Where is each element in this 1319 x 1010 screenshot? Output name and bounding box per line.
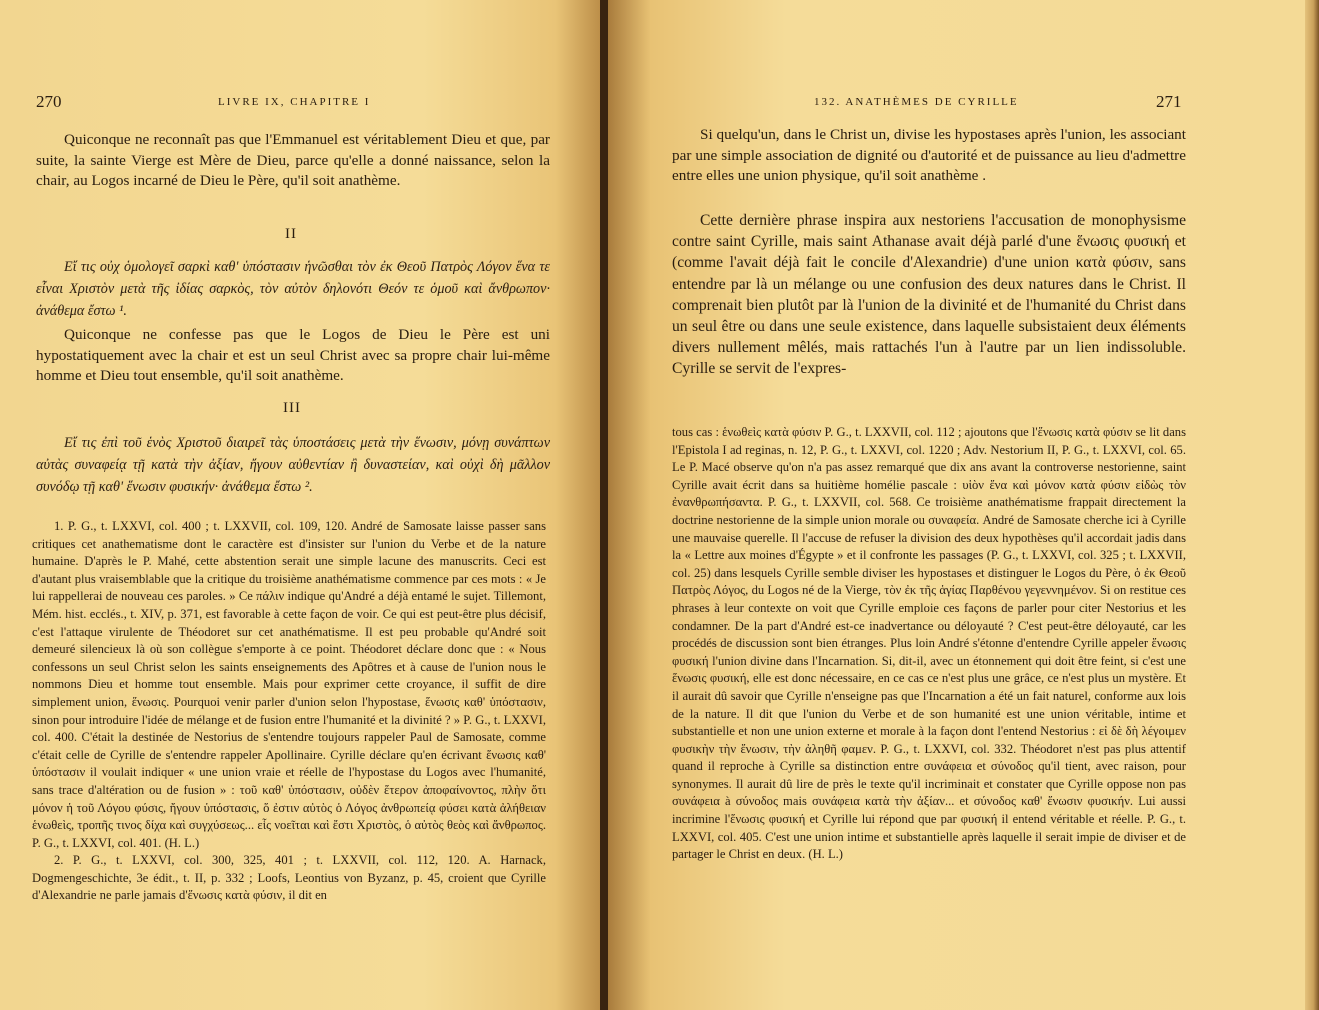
page-edge (1305, 0, 1319, 1010)
anathema-3-translation: Si quelqu'un, dans le Christ un, divise les hypostases après l'union, les associant par une simple association de dignité ou d'autorité et de puissance au lieu d'admettre entre elles une union physique, qu'il soit anathème . (672, 126, 1186, 185)
page-number: 270 (36, 92, 62, 111)
anathema-2-greek: Εἴ τις οὐχ ὁμολογεῖ σαρκὶ καθ' ὑπόστασιν ἡνῶσθαι τὸν ἐκ Θεοῦ Πατρὸς Λόγον ἕνα τε εἶναι Χριστὸν μετὰ τῆς ἰδίας σαρκὸς, τὸν αὐτὸν δηλονότι Θεόν τε ὁμοῦ καὶ ἄνθρωπον· ἀνάθεμα ἔστω ¹. (36, 259, 550, 319)
section-heading-iii: III (283, 400, 301, 416)
right-page (608, 0, 1319, 1010)
anathema-1-translation: Quiconque ne reconnaît pas que l'Emmanuel est véritablement Dieu et que, par suite, la sainte Vierge est Mère de Dieu, parce qu'elle a donné naissance, selon la chair, au Logos incarné de Dieu le Père, qu'il soit anathème. (36, 131, 550, 190)
page-number: 271 (1156, 92, 1182, 111)
commentary-paragraph: Cette dernière phrase inspira aux nestoriens l'accusation de monophysisme contre saint Cyrille, mais saint Athanase avait déjà parlé d'une ἕνωσις φυσική et (comme l'avait déjà fait le concile d'Alexandrie) d'une union κατὰ φύσιν, sans entendre par là un mélange ou une confusion des deux natures dans le Christ. Il comprenait bien plutôt par là l'union de la divinité et de l'humanité du Christ dans un seul être ou dans une seule existence, dans laquelle subsistaient deux éléments divers nullement mêlés, mais rattachés l'un à l'autre par un lien indissoluble. Cyrille se servit de l'expres- (672, 212, 1186, 378)
anathema-3-greek: Εἴ τις ἐπὶ τοῦ ἑνὸς Χριστοῦ διαιρεῖ τὰς ὑποστάσεις μετὰ τὴν ἕνωσιν, μόνῃ συνάπτων αὐτὰς συναφείᾳ τῇ κατὰ τὴν ἀξίαν, ἤγουν αὐθεντίαν ἢ δυναστείαν, καὶ οὐχὶ δὴ μᾶλλον συνόδῳ τῇ καθ' ἕνωσιν φυσικήν· ἀνάθεμα ἔστω ². (36, 435, 550, 495)
section-heading-ii: II (285, 226, 297, 242)
running-head: 132. ANATHÈMES DE CYRILLE (814, 96, 1019, 108)
footnotes (32, 518, 546, 905)
left-page (0, 0, 604, 1010)
footnote-2: 2. P. G., t. LXXVI, col. 300, 325, 401 ; t. LXXVII, col. 112, 120. A. Harnack, Dogmengeschichte, 3e édit., t. II, p. 332 ; Loofs, Leontius von Byzanz, p. 45, croient que Cyrille d'Alexandrie ne parle jamais d'ἕνωσις κατὰ φύσιν, il dit en (32, 853, 546, 903)
running-head: LIVRE IX, CHAPITRE I (218, 96, 371, 108)
footnote-continuation: tous cas : ἑνωθεὶς κατὰ φύσιν P. G., t. LXXVII, col. 112 ; ajoutons que l'ἕνωσις κατὰ φύσιν se lit dans l'Epistola I ad reginas, n. 12, P. G., t. LXXVI, col. 1220 ; Adv. Nestorium II, P. G., t. LXXVI, col. 65. Le P. Macé observe qu'on n'a pas assez remarqué que dix ans avant la controverse nestorienne, saint Cyrille avait écrit dans sa huitième homélie pascale : υἱὸν ἕνα καὶ μόνον κατὰ φύσιν εἰδὼς τὸν ἐνανθρωπήσαντα. P. G., t. LXXVII, col. 568. Ce troisième anathématisme frappait directement la doctrine nestorienne de la simple union morale ou συναφεία. André de Samosate cherche ici à Cyrille une mauvaise querelle. Il l'accuse de refuser la division des deux hypothèses qu'il accordait jadis dans la « Lettre aux moines d'Égypte » et il confronte les passages (P. G., t. LXXVI, col. 325 ; t. LXXVII, col. 25) dans lesquels Cyrille semble diviser les hypostases et distinguer le Logos du Père, ὁ ἐκ Θεοῦ Πατρὸς Λόγος, du Logos né de la Vierge, τὸν ἐκ τῆς ἁγίας Παρθένου γεγεννημένον. Si on restitue ces phrases à leur contexte on voit que Cyrille emploie ces façons de parler pour citer Nestorius et les condamner. De la part d'André est-ce inadvertance ou déloyauté ? C'est peut-être déloyauté, car les procédés de discussion sont bien étranges. Plus loin André s'étonne d'entendre Cyrille appeler ἕνωσις φυσική l'union divine dans l'Incarnation. Si, dit-il, avec un étonnement qui doit être feint, si c'est une ἕνωσις φυσική, elle est donc nécessaire, en ce cas ce n'est plus une grâce, ce n'est plus un mystère. Et il aurait dû savoir que Cyrille n'enseigne pas que l'Incarnation a été un fait naturel, conforme aux lois de la nature. Il dit que l'union du Verbe et de son humanité est une union véritable, intime et substantielle et non une union externe et morale à la façon dont l'entend Nestorius : εἰ δὲ δὴ λέγοιμεν φυσικὴν τὴν ἕνωσιν, τὴν ἀληθῆ φαμεν. P. G., t. LXXVI, col. 332. Théodoret n'est pas plus attentif quand il reproche à Cyrille sa distinction entre συνάφεια et σύνοδος qu'il tient, avec raison, pour synonymes. Il aurait dû lire de près le texte qu'il incriminait et constater que Cyrille oppose non pas συνάφεια à σύνοδος mais συνάφεια κατὰ τὴν ἀξίαν... et σύνοδος καθ' ἕνωσιν φυσικήν. Lui aussi incrimine l'ἕνωσις φυσική et Cyrille lui répond que par φυσική il entend véritable et réelle. P. G., t. LXXVI, col. 405. C'est une union intime et substantielle après laquelle il serait impie de diviser et de partager le Christ en deux. (H. L.) (672, 425, 1186, 862)
footnote-1: 1. P. G., t. LXXVI, col. 400 ; t. LXXVII, col. 109, 120. André de Samosate laisse passer sans critiques cet anathematisme dont le caractère est d'insister sur l'union du Verbe et de la nature humaine. D'après le P. Mahé, cette abstention serait une simple lacune des manuscrits. Ceci est d'autant plus vraisemblable que la critique du troisième anathématisme commence par ces mots : « Je lui rappellerai de nouveau ces paroles. » Ce πάλιν indique qu'André a déjà entamé le sujet. Tillemont, Mém. hist. ecclés., t. XIV, p. 371, est favorable à cette façon de voir. Ce qui est peut-être plus décisif, c'est l'attaque virulente de Théodoret sur cet anathématisme. Il est peu probable qu'André soit demeuré silencieux là où son collègue s'emporte à ce point. Théodoret déclare donc que : « Nous confessons un seul Christ selon les saints enseignements des Apôtres et à cause de l'union nous le nommons Dieu et homme tout ensemble. Mais pour exprimer cette croyance, il suffit de dire simplement union, ἕνωσις. Pourquoi venir parler d'union selon l'hypostase, ἕνωσις καθ' ὑπόστασιν, sinon pour introduire l'idée de mélange et de fusion entre l'humanité et la divinité ? » P. G., t. LXXVI, col. 400. C'était la destinée de Nestorius de s'entendre toujours rappeler Paul de Samosate, comme c'était celle de Cyrille de s'entendre rappeler Apollinaire. Cyrille déclare qu'en écrivant ἕνωσις καθ' ὑπόστασιν il voulait indiquer « une union vraie et réelle de l'hypostase du Logos avec l'humanité, sans trace d'altération ou de fusion » : τοῦ καθ' ὑπόστασιν, οὐδὲν ἕτερον ἀποφαίνοντος, πλὴν ὅτι μόνον ἡ τοῦ Λόγου φύσις, ἤγουν ὑπόστασις, ὅ ἐστιν αὐτὸς ὁ Λόγος ἀνθρωπείᾳ φύσει κατὰ ἀλήθειαν ἑνωθεὶς, τροπῆς τινος δίχα καὶ συγχύσεως... εἷς νοεῖται καὶ ἔστι Χριστὸς, ὁ αὐτὸς θεὸς καὶ ἄνθρωπος. P. G., t. LXXVI, col. 401. (H. L.) (32, 519, 546, 850)
anathema-2-translation: Quiconque ne confesse pas que le Logos de Dieu le Père est uni hypostatiquement avec la chair et est un seul Christ avec sa propre chair lui-même homme et Dieu tout ensemble, qu'il soit anathème. (36, 326, 550, 385)
